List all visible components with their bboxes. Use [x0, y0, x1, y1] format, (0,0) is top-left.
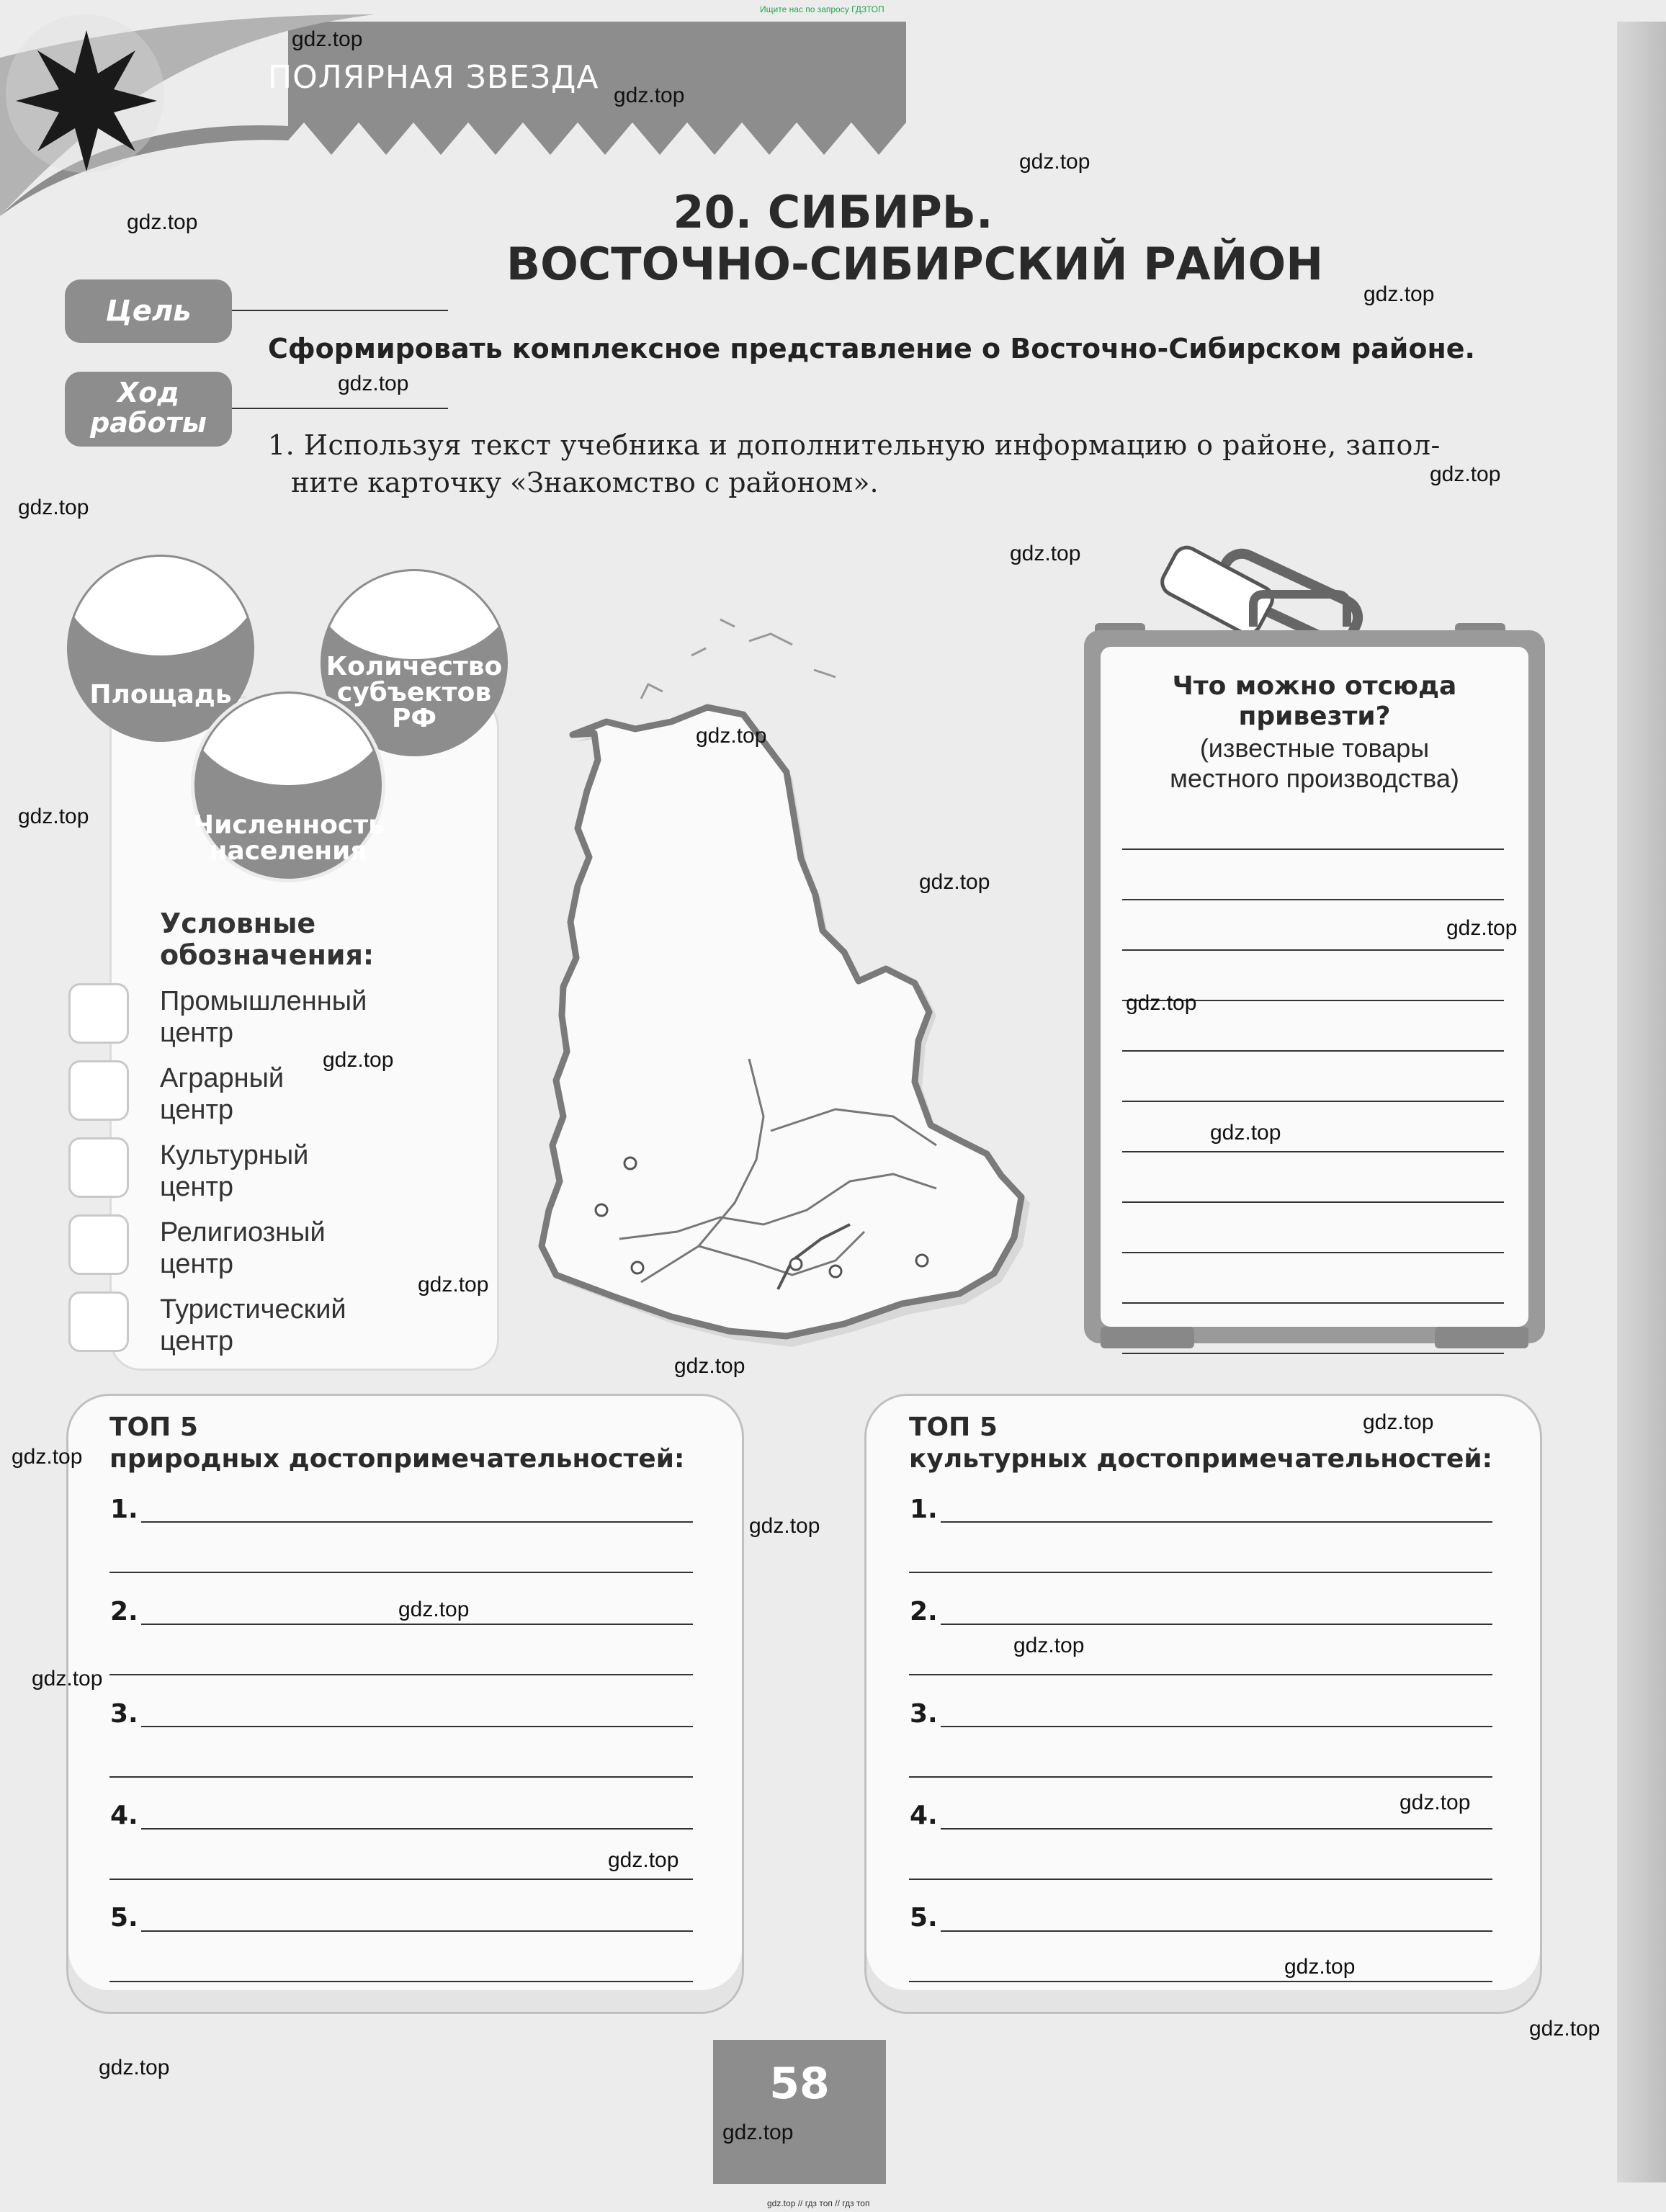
watermark: gdz.top: [12, 1445, 83, 1469]
bottom-note: gdz.top // гдз топ // гдз топ: [767, 2198, 870, 2208]
nature-answer-line[interactable]: [141, 1726, 693, 1727]
watermark: gdz.top: [338, 372, 409, 395]
watermark: gdz.top: [418, 1273, 489, 1297]
nature-num-2: 2.: [110, 1597, 138, 1626]
legend-cultural: Культурный центр: [160, 1140, 309, 1202]
culture-num-2: 2.: [910, 1597, 938, 1626]
area-label: Площадь: [89, 680, 232, 709]
watermark: gdz.top: [18, 805, 89, 828]
nature-answer-line[interactable]: [141, 1828, 693, 1830]
watermark: gdz.top: [18, 496, 89, 519]
watermark: gdz.top: [323, 1048, 394, 1072]
watermark: gdz.top: [1363, 282, 1435, 306]
nature-answer-line[interactable]: [109, 1879, 693, 1880]
suitcase-answer-line[interactable]: [1122, 1353, 1504, 1354]
nature-num-1: 1.: [110, 1495, 138, 1524]
goal-text: Сформировать комплексное представление о Восточно-Сибирском районе.: [268, 333, 1475, 364]
watermark: gdz.top: [1363, 1410, 1434, 1434]
task-line-1: 1. Используя текст учебника и дополнительную информацию о районе, запол-: [268, 429, 1441, 461]
work-label: Ход работы: [65, 372, 232, 447]
top-culture-title: ТОП 5 культурных достопримечательностей:: [909, 1412, 1493, 1474]
task-line-2: ните карточку «Знакомство с районом».: [291, 467, 879, 498]
culture-num-1: 1.: [910, 1495, 938, 1524]
suitcase-icon: [1080, 526, 1556, 1376]
legend-industrial: Промышленный центр: [160, 986, 367, 1048]
culture-answer-line[interactable]: [909, 1879, 1492, 1880]
lesson-title-2: ВОСТОЧНО-СИБИРСКИЙ РАЙОН: [506, 238, 1324, 290]
culture-answer-line[interactable]: [909, 1776, 1492, 1778]
culture-num-3: 3.: [910, 1699, 938, 1729]
culture-answer-line[interactable]: [909, 1981, 1492, 1982]
watermark: gdz.top: [1210, 1121, 1281, 1145]
legend-religious: Религиозный центр: [160, 1217, 326, 1279]
suitcase-subtitle: (известные товары местного производства): [1170, 733, 1459, 793]
nature-answer-line[interactable]: [109, 1776, 693, 1778]
watermark: gdz.top: [127, 210, 198, 234]
top-nature-title: ТОП 5 природных достопримечательностей:: [109, 1412, 685, 1474]
goal-label: Цель: [65, 279, 232, 343]
page-number: 58: [769, 2059, 830, 2109]
suitcase-answer-line[interactable]: [1122, 1101, 1504, 1102]
legend-box-tourist[interactable]: [68, 1291, 129, 1352]
watermark: gdz.top: [1430, 462, 1501, 486]
subjects-label: Количество субъектов РФ: [326, 652, 503, 733]
watermark: gdz.top: [99, 2056, 170, 2079]
suitcase-answer-line[interactable]: [1122, 1252, 1504, 1253]
culture-answer-line[interactable]: [941, 1726, 1492, 1727]
nature-answer-line[interactable]: [141, 1930, 693, 1932]
nature-answer-line[interactable]: [141, 1521, 693, 1523]
watermark: gdz.top: [608, 1848, 679, 1872]
suitcase-answer-line[interactable]: [1122, 1050, 1504, 1052]
watermark: gdz.top: [722, 2121, 794, 2144]
culture-answer-line[interactable]: [941, 1521, 1492, 1523]
suitcase-answer-line[interactable]: [1122, 1151, 1504, 1152]
page-edge: [1617, 22, 1666, 2182]
watermark: gdz.top: [749, 1514, 820, 1538]
top-nature-card: [66, 1394, 744, 2014]
nature-num-5: 5.: [110, 1903, 138, 1933]
population-label: Численность населения: [193, 810, 385, 866]
suitcase-title: Что можно отсюда привезти?: [1172, 671, 1457, 731]
watermark: gdz.top: [1013, 1634, 1085, 1657]
watermark: gdz.top: [32, 1667, 103, 1691]
watermark: gdz.top: [696, 724, 767, 748]
watermark: gdz.top: [1399, 1791, 1471, 1814]
watermark: gdz.top: [1019, 150, 1090, 174]
watermark: gdz.top: [292, 27, 363, 51]
region-map: [533, 612, 1066, 1361]
suitcase-answer-line[interactable]: [1122, 1302, 1504, 1304]
watermark: gdz.top: [1010, 542, 1081, 565]
legend-title: Условные обозначения:: [160, 908, 375, 971]
culture-answer-line[interactable]: [909, 1674, 1492, 1675]
top-note: Ищите нас по запросу ГДЗТОП: [760, 4, 884, 14]
legend-agrarian: Аграрный центр: [160, 1063, 285, 1125]
nature-answer-line[interactable]: [109, 1674, 693, 1675]
culture-answer-line[interactable]: [941, 1624, 1492, 1625]
watermark: gdz.top: [1529, 2017, 1600, 2041]
nature-num-3: 3.: [110, 1699, 138, 1729]
watermark: gdz.top: [919, 870, 990, 894]
nature-num-4: 4.: [110, 1801, 138, 1830]
star-icon: [14, 29, 158, 173]
watermark: gdz.top: [614, 84, 685, 107]
top-culture-card: [864, 1394, 1542, 2014]
legend-box-industrial[interactable]: [68, 983, 129, 1044]
nature-answer-line[interactable]: [109, 1981, 693, 1982]
lesson-title-1: 20. СИБИРЬ.: [673, 186, 993, 238]
legend-box-agrarian[interactable]: [68, 1060, 129, 1121]
work-divider: [232, 408, 448, 409]
goal-divider: [232, 310, 448, 311]
legend-box-religious[interactable]: [68, 1214, 129, 1275]
watermark: gdz.top: [1126, 991, 1197, 1015]
culture-answer-line[interactable]: [941, 1828, 1492, 1830]
nature-answer-line[interactable]: [141, 1624, 693, 1625]
suitcase-answer-line[interactable]: [1122, 1201, 1504, 1203]
series-title: ПОЛЯРНАЯ ЗВЕЗДА: [268, 59, 599, 96]
culture-answer-line[interactable]: [941, 1930, 1492, 1932]
culture-num-4: 4.: [910, 1801, 938, 1830]
suitcase-answer-line[interactable]: [1122, 949, 1504, 951]
legend-tourist: Туристический центр: [160, 1294, 346, 1356]
culture-answer-line[interactable]: [909, 1572, 1492, 1573]
suitcase-answer-line[interactable]: [1122, 899, 1504, 900]
nature-answer-line[interactable]: [109, 1572, 693, 1573]
watermark: gdz.top: [1446, 916, 1518, 940]
suitcase-answer-line[interactable]: [1122, 848, 1504, 850]
watermark: gdz.top: [398, 1598, 470, 1621]
culture-num-5: 5.: [910, 1903, 938, 1933]
watermark: gdz.top: [1284, 1955, 1356, 1979]
watermark: gdz.top: [674, 1354, 745, 1378]
legend-box-cultural[interactable]: [68, 1137, 129, 1198]
